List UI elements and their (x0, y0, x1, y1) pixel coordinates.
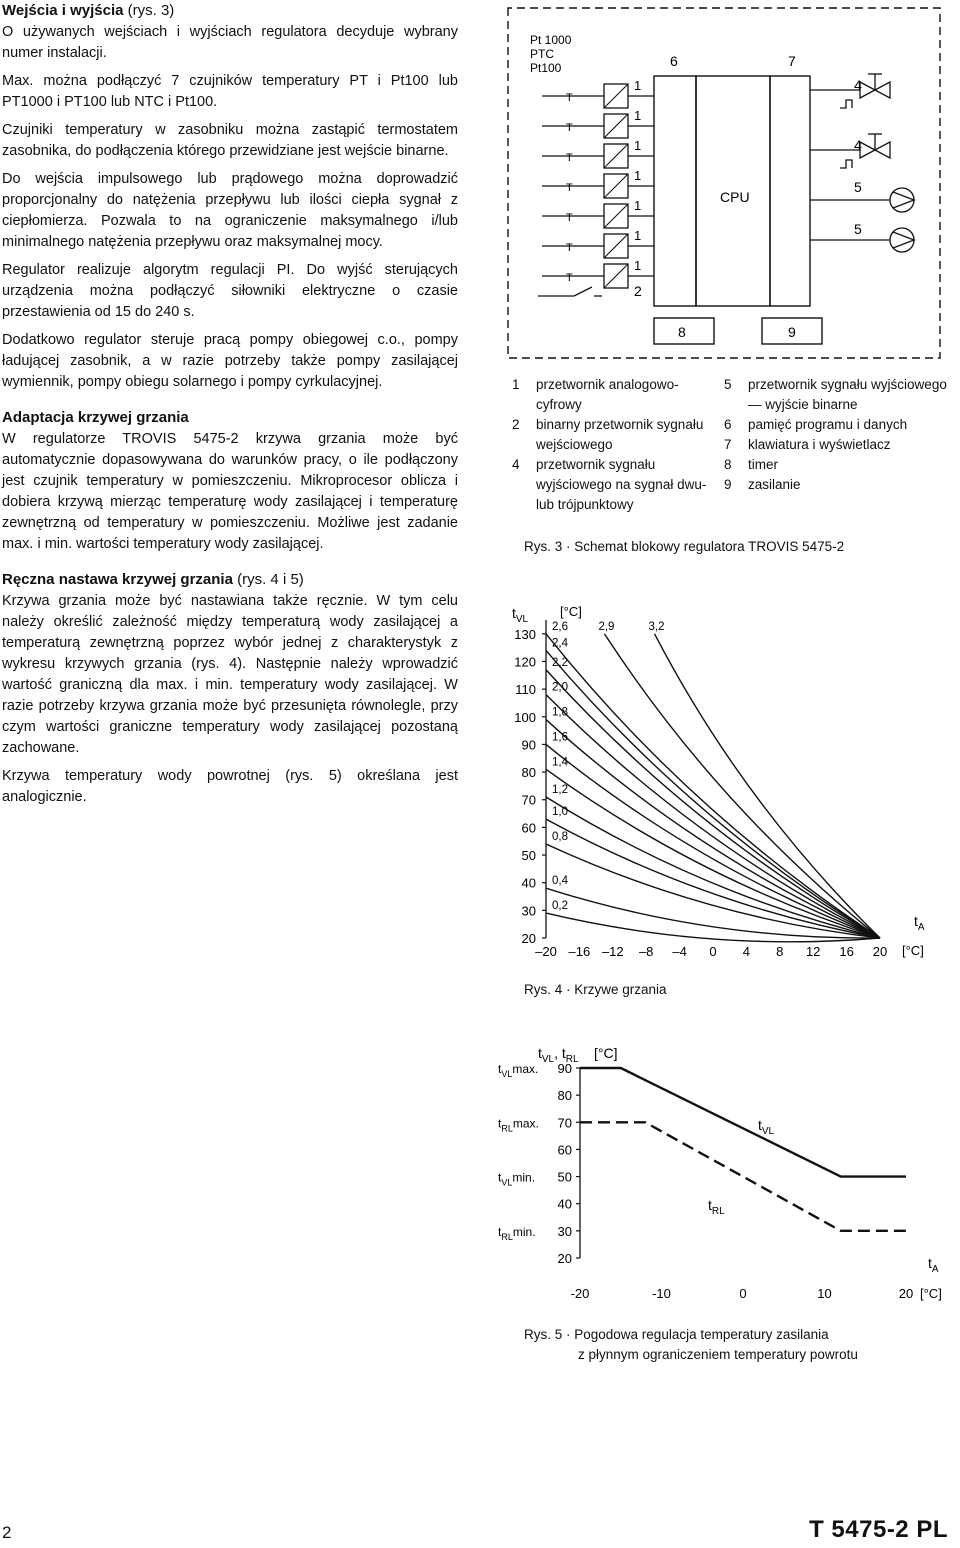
binary-input-switch (538, 287, 602, 296)
figure-3-caption: Rys. 3 · Schemat blokowy regulatora TROVIS 5475-2 (524, 539, 845, 554)
y-tick-label: 20 (521, 931, 536, 946)
curve-label: 2,4 (552, 637, 568, 650)
curve-label: 1,2 (552, 783, 568, 796)
curve-label: 2,0 (552, 681, 568, 694)
x-tick-label: –16 (568, 944, 591, 959)
y-tick-label: 30 (521, 903, 536, 919)
sensor-type-label: Pt 1000 (530, 33, 572, 47)
y-tick-label: 40 (557, 1196, 572, 1212)
x-tick-label: 16 (839, 944, 854, 959)
block-7-label: 7 (788, 53, 796, 69)
curve-label: 1,0 (552, 806, 568, 819)
y-tick-label: 110 (515, 682, 536, 698)
output-4-label: 4 (854, 77, 862, 93)
x-tick-label: –4 (672, 944, 687, 959)
legend-item: 9 zasilanie (724, 477, 801, 492)
output-5-label: 5 (854, 221, 862, 237)
x-tick-label: 20 (898, 1286, 914, 1301)
curve-label: 0,8 (552, 830, 568, 843)
block-6-label: 6 (670, 53, 678, 69)
converter-diagonal (604, 234, 628, 258)
sensor-type-label: PTC (530, 47, 554, 61)
sensor-symbol: T (566, 122, 573, 134)
converter-number: 1 (634, 228, 642, 243)
x-tick-label: –8 (638, 944, 654, 959)
limit-mark: $t_{VL}\min$. (498, 1170, 536, 1188)
paragraph: Max. można podłączyć 7 czujników temperatury PT i Pt100 lub PT1000 i PT100 lub NTC i Pt100. (2, 73, 458, 110)
y-tick-label: 100 (514, 709, 536, 725)
y-tick-label: 120 (514, 654, 536, 670)
legend-item: 8 timer (724, 457, 778, 472)
converter-number: 1 (634, 258, 642, 273)
output-4-label: 4 (854, 137, 862, 153)
limit-marks (498, 1062, 539, 1242)
sensor-symbol: T (566, 182, 573, 194)
x-tick-label: 10 (817, 1286, 832, 1301)
section-title: Adaptacja krzywej grzania (2, 409, 189, 426)
curve-label: 3,2 (648, 620, 665, 633)
paragraph: Krzywa grzania może być nastawiana także ręcznie. W tym celu należy określić zależność między temperaturą wody zasilającej a temperaturą zewnętrzną poprzez wybór jednej z charakterystyk z wykresu krzywych grzania (rys. 4). Następnie należy wprowadzić wartość graniczną dla max. i min. temperatury wody zasilającej. W razie potrzeby krzywa grzania może być przesunięta równolegle, przy czym wartości graniczne temperatury wody zasilającej pozostaną zachowane. (2, 593, 458, 756)
y-tick-label: 60 (521, 820, 536, 836)
y-axis-title: $t_{VL}$ (512, 605, 529, 625)
x-tick-label: 8 (776, 944, 784, 959)
y-tick-label: 80 (521, 765, 536, 781)
document-code: T 5475-2 PL (809, 1516, 948, 1543)
y-tick-label: 90 (521, 737, 536, 753)
converter-diagonal (604, 174, 628, 198)
block-7 (770, 76, 810, 306)
heating-curve (546, 634, 880, 938)
converter-number: 1 (634, 138, 642, 153)
section-manual-setting (2, 569, 458, 808)
cpu-label: CPU (720, 189, 750, 205)
x-tick-label: -10 (652, 1286, 671, 1301)
limit-mark: $t_{RL}\max$. (498, 1116, 539, 1134)
paragraph: O używanych wejściach i wyjściach regulatora decyduje wybrany numer instalacji. (2, 24, 458, 61)
y-tick-label: 90 (557, 1061, 572, 1076)
x-tick-label: 20 (872, 944, 888, 959)
binary-converter-number: 2 (634, 283, 642, 299)
paragraph: Dodatkowo regulator steruje pracą pompy obiegowej c.o., pompy ładującej zasobnik, a w razie potrzeby także pompy zasilającej wymiennik, pompy obiegu solarnego i pompy cyrkulacyjnej. (2, 332, 458, 390)
heating-curve (546, 744, 880, 938)
curves (546, 634, 880, 942)
y-tick-label: 70 (521, 792, 536, 808)
curves (580, 1068, 906, 1231)
ticks (558, 1061, 914, 1301)
curve-label: 0,4 (552, 875, 568, 888)
converter-number: 1 (634, 78, 642, 93)
heating-curve (546, 769, 880, 938)
x-axis-unit: [°C] (920, 1286, 942, 1301)
section-title: Ręczna nastawa krzywej grzania (rys. 4 i 5) (2, 571, 304, 588)
converter-diagonal (604, 204, 628, 228)
curve-label: 2,6 (552, 620, 568, 633)
paragraph: Krzywa temperatury wody powrotnej (rys. 5) określana jest analogicznie. (2, 768, 458, 805)
y-tick-label: 30 (557, 1223, 572, 1239)
converter-diagonal (604, 144, 628, 168)
text-column (2, 0, 458, 822)
paragraph: W regulatorze TROVIS 5475-2 krzywa grzania może być automatycznie dopasowywana do warunków pracy, o ile podłączony jest czujnik temperatury w pomieszczeniu. Mikroprocesor oblicza i dobiera krzywą mierząc temperaturę wody zasilającej i temperaturę zewnętrzną od temperatury w pomieszczeniu. Możliwe jest zadanie max. i min. wartości temperatury wody zasilającej. (2, 431, 458, 552)
sensor-symbol: T (566, 212, 573, 224)
y-axis-unit: [°C] (560, 604, 582, 619)
converter-diagonal (604, 114, 628, 138)
curve-label: 1,8 (552, 706, 568, 719)
curve-label: 2,2 (552, 656, 568, 669)
x-tick-label: 0 (709, 944, 717, 959)
block-diagram (498, 0, 960, 370)
flow-return-limit-chart (498, 1030, 960, 1320)
x-tick-label: 0 (739, 1286, 747, 1301)
x-axis-title: $t_A$ (928, 1255, 939, 1275)
sensor-symbol: T (566, 242, 573, 254)
curve-label-tvl: $t_{VL}$ (758, 1117, 775, 1137)
y-tick-label: 20 (557, 1251, 572, 1266)
outputs (810, 74, 914, 252)
output-5-label: 5 (854, 179, 862, 195)
figure-column (498, 0, 960, 1548)
curve-label-trl: $t_{RL}$ (708, 1197, 725, 1217)
y-tick-label: 80 (557, 1088, 572, 1104)
sensor-symbol: T (566, 152, 573, 164)
y-axis-title: $t_{VL}$, $t_{RL}$ (538, 1045, 579, 1065)
block-8-label: 8 (678, 324, 686, 340)
heating-curves-chart (498, 590, 960, 980)
x-tick-label: 12 (805, 944, 821, 959)
x-axis-unit: [°C] (902, 943, 924, 958)
block-9-label: 9 (788, 324, 796, 340)
section-inputs-outputs (2, 0, 458, 393)
x-axis-title: $t_A$ (914, 913, 925, 933)
legend-item: 1 przetwornik analogowo-cyfrowy (512, 377, 679, 412)
sensor-symbol: T (566, 272, 573, 284)
curve-label: 0,2 (552, 900, 568, 913)
curve-label: 1,6 (552, 731, 568, 744)
converter-diagonal (604, 84, 628, 108)
y-tick-label: 60 (557, 1142, 572, 1158)
y-tick-label: 130 (514, 626, 536, 642)
sensor-rows (542, 78, 654, 288)
y-tick-label: 50 (521, 848, 536, 864)
x-tick-label: 4 (742, 944, 751, 959)
limit-mark: $t_{RL}\min$. (498, 1224, 536, 1242)
limit-mark: $t_{VL}\max$. (498, 1062, 539, 1079)
converter-number: 1 (634, 108, 642, 123)
diagram-legend-left (512, 375, 712, 515)
flow-temperature-curve (580, 1068, 906, 1177)
sensor-type-label: Pt100 (530, 61, 562, 75)
x-tick-label: –20 (535, 944, 557, 959)
converter-number: 1 (634, 198, 642, 213)
sensor-symbol: T (566, 92, 573, 104)
curve-label: 1,4 (552, 756, 568, 769)
legend-item: 5 przetwornik sygnału wyjściowego — wyjście binarne (724, 377, 947, 412)
legend-item: 2 binarny przetwornik sygnału wejściowego (512, 417, 704, 452)
paragraph: Czujniki temperatury w zasobniku można zastąpić termostatem zasobnika, do podłączenia którego przewidziane jest wejście binarne. (2, 122, 458, 159)
figure-4-caption: Rys. 4 · Krzywe grzania (524, 982, 667, 997)
section-adaptation (2, 407, 458, 555)
legend-item: 4 przetwornik sygnału wyjściowego na sygnał dwu- lub trójpunktowy (512, 457, 707, 512)
paragraph: Do wejścia impulsowego lub prądowego można doprowadzić proporcjonalny do natężenia przepływu lub ilości ciepła sygnał z ciepłomierza. Pozwala to na ograniczenie maksymalnego i/lub minimalnego natężenia przepływu oraz maksymalnej mocy. (2, 171, 458, 250)
diagram-legend-right (724, 375, 956, 495)
legend-item: 7 klawiatura i wyświetlacz (724, 437, 891, 452)
block-6 (654, 76, 696, 306)
y-tick-label: 70 (557, 1115, 572, 1131)
y-tick-label: 50 (557, 1169, 572, 1185)
x-tick-label: –12 (601, 944, 624, 959)
y-tick-label: 40 (521, 875, 536, 891)
x-tick-label: -20 (570, 1286, 590, 1301)
section-title: Wejścia i wyjścia (rys. 3) (2, 2, 175, 19)
figure-5-caption: Rys. 5 · Pogodowa regulacja temperatury zasilania z płynnym ograniczeniem temperatury powrotu (524, 1327, 858, 1362)
curve-label: 2,9 (598, 620, 615, 633)
page-number: 2 (2, 1523, 12, 1542)
converter-number: 1 (634, 168, 642, 183)
paragraph: Regulator realizuje algorytm regulacji PI. Do wyjść sterujących urządzenia można podłączyć siłowniki elektryczne o czasie przestawienia od 15 do 240 s. (2, 262, 458, 320)
legend-item: 6 pamięć programu i danych (724, 417, 908, 432)
y-axis-unit: [°C] (594, 1045, 618, 1061)
heating-curve (655, 634, 880, 938)
converter-diagonal (604, 264, 628, 288)
heating-curve (546, 695, 880, 938)
